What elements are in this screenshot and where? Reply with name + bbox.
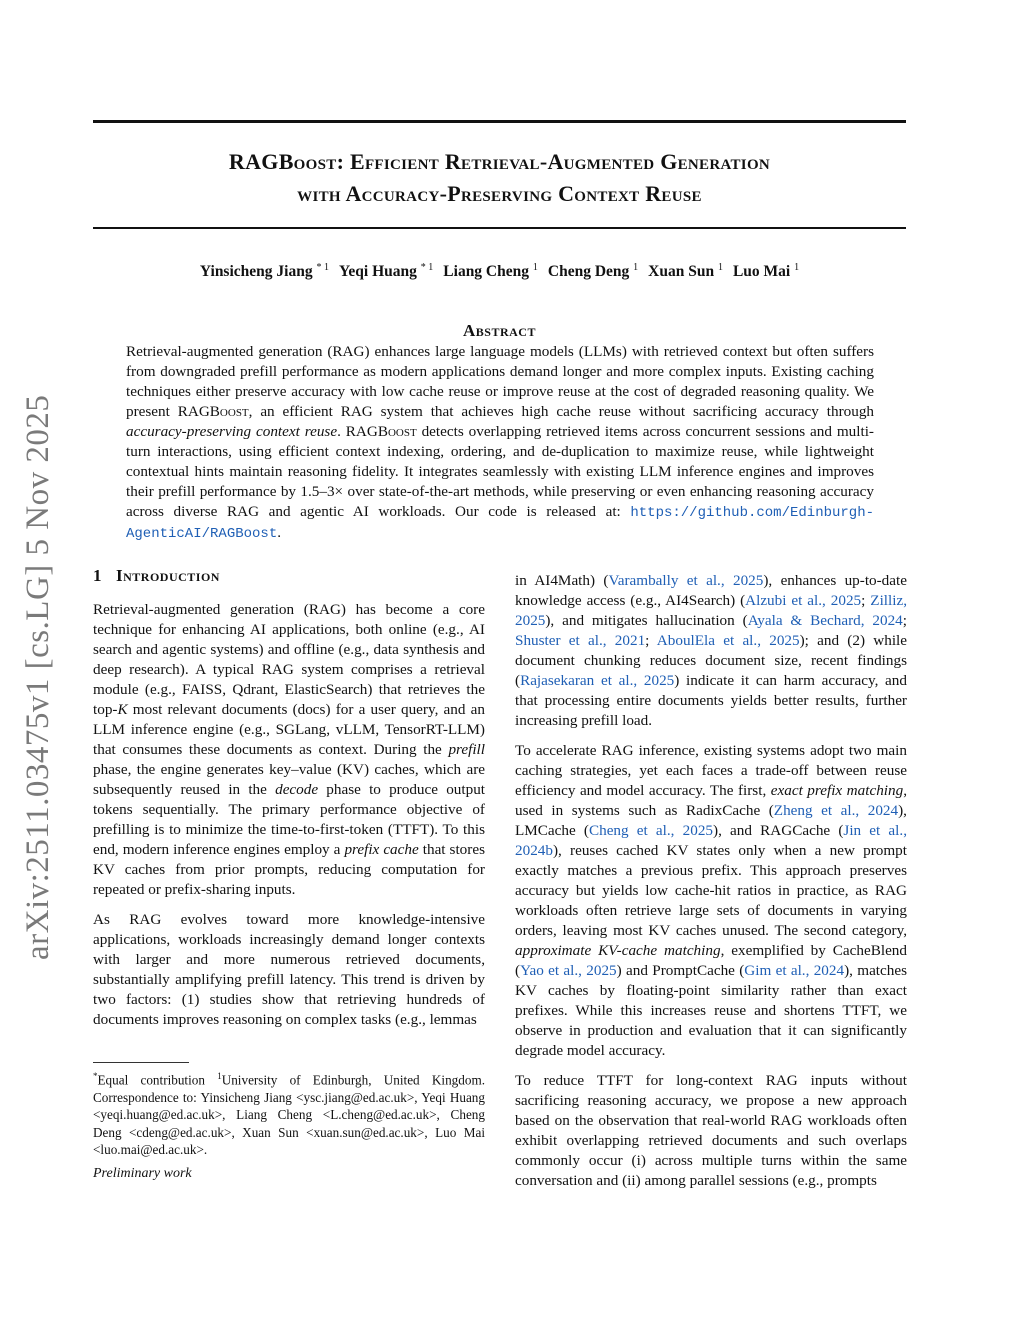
author-affiliation-mark: 1 <box>794 262 800 273</box>
abstract-heading: Abstract <box>463 321 536 340</box>
body-text: ), enhances up-to-date knowledge access (e.g., AI4Search) ( <box>515 572 907 609</box>
abstract-text-3: . <box>337 423 346 440</box>
footnote-affiliation: University of Edinburgh, United Kingdom. Correspondence to: Yinsicheng Jiang <ysc.jiang@ed.ac.uk>, Yeqi Huang <yeqi.huang@ed.ac.uk>, Liang Cheng <L.cheng@ed.ac.uk>, Cheng Deng <cdeng@ed.ac.uk>, Xuan Sun <xuan.sun@ed.ac.uk>, Luo Mai <luo.mai@ed.ac.uk>. <box>93 1072 485 1158</box>
body-text: , used in systems such as RadixCache ( <box>515 782 907 819</box>
citation-link[interactable]: Alzubi et al., 2025 <box>745 592 862 609</box>
body-text: As RAG evolves toward more knowledge-intensive applications, workloads increasingly demand longer contexts with larger and more numerous retrieved documents, substantially amplifying prefill latency. This trend is driven by two factors: (1) studies show that retrieving hundreds of documents improves reasoning on complex tasks (e.g., lemmas <box>93 911 485 1028</box>
citation-link[interactable]: AboulEla et al., 2025 <box>656 632 800 649</box>
intro-paragraph-1 <box>93 600 485 900</box>
title-bottom-rule <box>93 227 906 229</box>
body-text: in AI4Math) ( <box>515 572 609 589</box>
body-text: ) and PromptCache ( <box>616 962 745 979</box>
citation-link[interactable]: Jin et al., 2024b <box>515 822 907 859</box>
intro-paragraph-5 <box>515 1071 907 1191</box>
body-text: ) indicate it can harm accuracy, and that processing entire documents yields better results, further increasing prefill load. <box>515 672 907 729</box>
abstract-body <box>126 342 874 544</box>
section-title: Introduction <box>116 566 220 585</box>
body-text: To accelerate RAG inference, existing systems adopt two main caching strategies, yet each faces a trade-off between reuse efficiency and model accuracy. The first, <box>515 742 907 799</box>
body-text: ), and RAGCache ( <box>713 822 844 839</box>
author-name: Xuan Sun <box>648 263 715 281</box>
body-text: ; <box>861 592 871 609</box>
author-name: Yeqi Huang <box>338 263 417 281</box>
body-text: most relevant documents (docs) for a user query, and an LLM inference engine (e.g., SGLang, vLLM, TensorRT-LLM) that consumes these documents as context. During the <box>93 701 485 758</box>
citation-link[interactable]: Varambally et al., 2025 <box>608 572 764 589</box>
body-text: ), matches KV caches by floating-point similarity rather than exact prefixes. While this increases reuse and shortens TTFT, we observe in production and evaluation that it can significantly degrade model accuracy. <box>515 962 908 1059</box>
system-name: RAGBoost <box>345 423 417 440</box>
author <box>733 263 799 280</box>
emphasis-text: K <box>117 701 128 718</box>
abstract-text-2: , an efficient RAG system that achieves high cache reuse without sacrificing accuracy through <box>248 403 875 420</box>
author <box>200 263 329 280</box>
author-list <box>93 262 906 281</box>
paper-title <box>93 146 906 210</box>
intro-paragraph-3 <box>515 571 907 731</box>
citation-link[interactable]: Rajasekaran et al., 2025 <box>520 672 675 689</box>
body-text: phase, the engine generates key–value (KV) caches, which are subsequently reused in the <box>93 761 485 798</box>
body-text: that stores KV caches from prior prompts, reducing computation for repeated or prefix-sharing inputs. <box>93 841 485 898</box>
intro-paragraph-4 <box>515 741 907 1061</box>
author-affiliation-mark: 1 <box>532 262 538 273</box>
intro-paragraph-2 <box>93 910 485 1030</box>
author <box>443 263 538 280</box>
body-text: ), LMCache ( <box>515 802 907 839</box>
author <box>548 263 638 280</box>
author-name: Cheng Deng <box>547 263 630 281</box>
body-text: ), reuses cached KV states only when a new prompt exactly matches a previous prefix. This approach preserves accuracy but yields low cache-hit ratios in practice, as RAG workloads often retrieve large sets of documents in varying orders, leaving most KV caches unused. The second category, <box>515 842 907 939</box>
emphasis-text: prefix cache <box>344 841 419 858</box>
citation-link[interactable]: Shuster et al., 2021 <box>515 632 646 649</box>
abstract-end: . <box>277 524 282 541</box>
body-text: ), and mitigates hallucination ( <box>545 612 748 629</box>
footnote-equal: Equal contribution <box>97 1072 218 1088</box>
body-text: To reduce TTFT for long-context RAG inputs without sacrificing reasoning accuracy, we propose a new approach based on the observation that real-world RAG workloads often exhibit overlapping retrieved documents and such overlaps commonly occur (i) across multiple turns within the same conversation and (ii) among parallel sessions (e.g., prompts <box>515 1072 907 1189</box>
system-name: RAGBoost <box>177 403 249 420</box>
body-text: phase to produce output tokens sequentially. The primary performance objective of prefilling is to minimize the time-to-first-token (TTFT). To this end, modern inference engines employ a <box>93 781 486 858</box>
footnote-rule <box>93 1062 189 1063</box>
author-affiliation-mark: * 1 <box>420 262 434 273</box>
body-text: ; <box>645 632 657 649</box>
right-column <box>515 571 907 1201</box>
abstract-emphasis: accuracy-preserving context reuse <box>126 423 338 440</box>
citation-link[interactable]: Cheng et al., 2025 <box>588 822 714 839</box>
author <box>339 263 433 280</box>
code-link[interactable]: https://github.com/Edinburgh-AgenticAI/RAGBoost <box>126 505 874 542</box>
author-affiliation-mark: 1 <box>633 262 639 273</box>
emphasis-text: prefill <box>448 741 485 758</box>
body-text: ); and (2) while document chunking reduces document size, recent findings ( <box>515 632 907 689</box>
section-heading-introduction <box>93 566 485 586</box>
author-affiliation-mark: * 1 <box>316 262 329 273</box>
citation-link[interactable]: Ayala & Bechard, 2024 <box>747 612 903 629</box>
section-number: 1 <box>93 566 102 585</box>
author <box>648 263 723 280</box>
body-text: Retrieval-augmented generation (RAG) has become a core technique for enhancing AI applications, both online (e.g., AI search and agentic systems) and offline (e.g., data synthesis and deep research). A typical RAG system comprises a retrieval module (e.g., FAISS, Qdrant, ElasticSearch) that retrieves the top- <box>93 601 485 718</box>
preliminary-note: Preliminary work <box>93 1166 192 1181</box>
citation-link[interactable]: Zheng et al., 2024 <box>773 802 899 819</box>
author-name: Yinsicheng Jiang <box>199 263 313 281</box>
arxiv-stamp: arXiv:2511.03475v1 [cs.LG] 5 Nov 2025 <box>20 394 56 960</box>
title-line-2: with Accuracy-Preserving Context Reuse <box>297 181 702 206</box>
author-name: Luo Mai <box>732 263 791 281</box>
citation-link[interactable]: Yao et al., 2025 <box>520 962 617 979</box>
abstract-text-4: detects overlapping retrieved items across concurrent sessions and multi-turn interactions, using efficient context indexing, ordering, and de-duplication to maximize reuse, while lightweight contextual hints maintain reasoning fidelity. It integrates seamlessly with existing LLM inference engines and improves their prefill performance by 1.5–3× over state-of-the-art methods, while preserving or even enhancing reasoning accuracy across diverse RAG and agentic AI workloads. Our code is released at: <box>126 423 874 520</box>
emphasis-text: decode <box>275 781 319 798</box>
footnote-star: * <box>93 1071 98 1081</box>
citation-link[interactable]: Zilliz, 2025 <box>515 592 907 629</box>
author-affiliation-mark: 1 <box>717 262 723 273</box>
abstract-text-1: Retrieval-augmented generation (RAG) enhances large language models (LLMs) with retrieved context but often suffers from downgraded prefill performance as modern applications demand longer and more complex inputs. Existing caching techniques either preserve accuracy with low cache reuse or improve reuse at the cost of degraded reasoning quality. We present <box>126 343 874 420</box>
title-line-1: RAGBoost: Efficient Retrieval-Augmented Generation <box>228 149 771 174</box>
body-text: ; <box>902 612 907 629</box>
citation-link[interactable]: Gim et al., 2024 <box>744 962 845 979</box>
emphasis-text: approximate KV-cache matching <box>515 942 721 959</box>
left-column <box>93 566 485 1040</box>
footnote <box>93 1068 485 1159</box>
author-name: Liang Cheng <box>443 263 530 281</box>
footnote-affil-mark: 1 <box>217 1071 222 1081</box>
emphasis-text: exact prefix matching <box>770 782 904 799</box>
body-text: , exemplified by CacheBlend ( <box>515 942 907 979</box>
title-top-rule <box>93 120 906 123</box>
